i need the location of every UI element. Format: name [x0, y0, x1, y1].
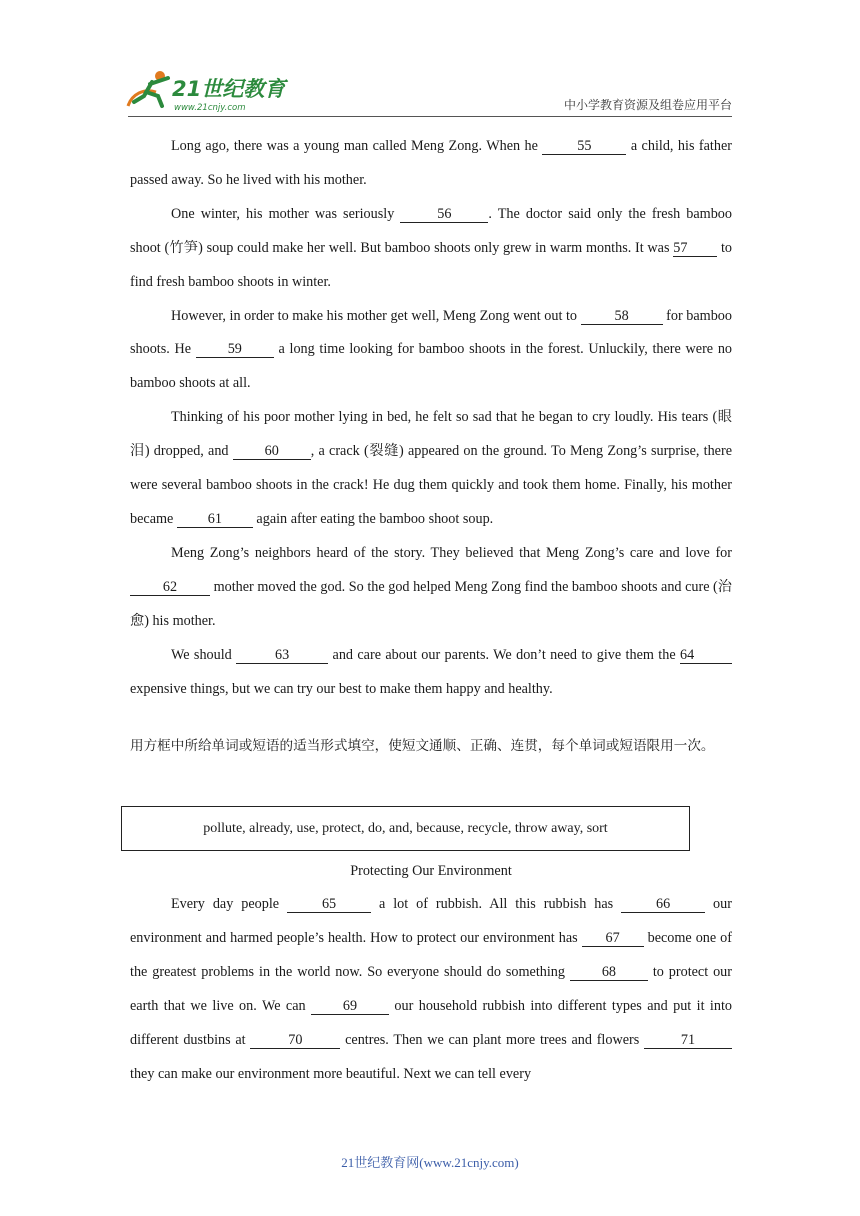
paragraph-text: a lot of rubbish. All this rubbish has: [371, 896, 622, 912]
paragraph-text: our environment and harmed people’s health. How to protect our environment has: [130, 896, 732, 946]
paragraph: [130, 401, 732, 537]
blank-59[interactable]: 59: [196, 341, 274, 358]
passage1-paragraphs: [130, 130, 732, 706]
paragraph-text: However, in order to make his mother get well, Meng Zong went out to: [171, 307, 581, 324]
paragraph-text: , a crack (裂缝) appeared on the ground. To Meng Zong’s surprise, there were several bamboo shoots in the crack! He dug them quickly and took them home. Finally, his mother became: [130, 443, 732, 527]
passage2-paragraphs: [130, 888, 732, 1091]
paragraph: [130, 198, 732, 300]
blank-64[interactable]: 64: [680, 647, 732, 664]
blank-56[interactable]: 56: [400, 206, 488, 223]
blank-68[interactable]: 68: [570, 964, 648, 981]
logo-sub-text: www.21cnjy.com: [174, 103, 246, 113]
paragraph-text: again after eating the bamboo shoot soup.: [252, 510, 494, 527]
paragraph-text: expensive things, but we can try our best to make them happy and healthy.: [130, 680, 553, 697]
paragraph: [130, 130, 732, 198]
paragraph-text: to protect our earth that we live on. We can: [130, 963, 732, 1014]
blank-69[interactable]: 69: [311, 998, 389, 1015]
blank-57[interactable]: 57: [673, 240, 717, 257]
blank-60[interactable]: 60: [233, 443, 311, 460]
paragraph-text: . The doctor said only the fresh bamboo shoot (竹笋) soup could make her well. But bamboo shoots only grew in warm months. It was: [130, 205, 732, 256]
paragraph-text: become one of the greatest problems in the world now. So everyone should do something: [130, 929, 733, 980]
paragraph: [130, 300, 732, 402]
blank-65[interactable]: 65: [287, 896, 371, 913]
paragraph-text: to find fresh bamboo shoots in winter.: [130, 239, 732, 290]
paragraph-text: One winter, his mother was seriously: [171, 205, 401, 222]
passage-environment: [130, 888, 732, 1091]
blank-62[interactable]: 62: [130, 579, 210, 596]
passage-meng-zong: [130, 130, 732, 764]
paragraph-text: Thinking of his poor mother lying in bed, he felt so sad that he began to cry loudly. His tears (眼泪) dropped, and: [130, 409, 732, 460]
page-footer: 21世纪教育网(www.21cnjy.com): [341, 1155, 519, 1170]
logo-main-text: 21世纪教育: [172, 77, 286, 101]
paragraph-text: a long time looking for bamboo shoots in the forest. Unluckily, there were no bamboo shoots at all.: [130, 341, 733, 392]
exercise-instructions: 用方框中所给单词或短语的适当形式填空，使短文通顺、正确、连贯，每个单词或短语限用一次。: [130, 738, 715, 755]
paragraph-text: Meng Zong’s neighbors heard of the story. They believed that Meng Zong’s care and love for: [171, 544, 732, 561]
platform-name: 中小学教育资源及组卷应用平台: [563, 98, 732, 112]
paragraph-text: our household rubbish into different types and put it into different dustbins at: [130, 997, 733, 1048]
paragraph: [130, 639, 732, 707]
paragraph-text: We should: [171, 646, 237, 663]
blank-55[interactable]: 55: [542, 138, 626, 155]
paragraph-text: they can make our environment more beautiful. Next we can tell every: [130, 1065, 532, 1082]
blank-63[interactable]: 63: [236, 647, 328, 664]
blank-71[interactable]: 71: [644, 1032, 732, 1049]
paragraph-text: centres. Then we can plant more trees and flowers: [340, 1031, 644, 1048]
blank-67[interactable]: 67: [582, 930, 644, 947]
blank-66[interactable]: 66: [621, 896, 705, 913]
paragraph: [130, 888, 732, 1091]
paragraph-text: Every day people: [171, 896, 288, 912]
blank-58[interactable]: 58: [581, 308, 663, 325]
blank-70[interactable]: 70: [250, 1032, 340, 1049]
blank-61[interactable]: 61: [177, 511, 253, 528]
paragraph-text: Long ago, there was a young man called Meng Zong. When he: [171, 138, 543, 154]
paragraph-text: and care about our parents. We don’t need to give them the: [328, 646, 680, 663]
page-header: [0, 0, 860, 125]
word-box: pollute, already, use, protect, do, and, because, recycle, throw away, sort: [121, 806, 690, 851]
passage2-title: Protecting Our Environment: [350, 863, 512, 879]
paragraph-text: mother moved the god. So the god helped Meng Zong find the bamboo shoots and cure (治愈) his mother.: [130, 578, 732, 629]
logo-21cnjy-icon: [122, 66, 292, 114]
paragraph-text: a child, his father passed away. So he lived with his mother.: [130, 138, 732, 188]
header-divider: [128, 116, 732, 117]
paragraph-text: for bamboo shoots. He: [130, 307, 732, 358]
paragraph: [130, 537, 732, 639]
